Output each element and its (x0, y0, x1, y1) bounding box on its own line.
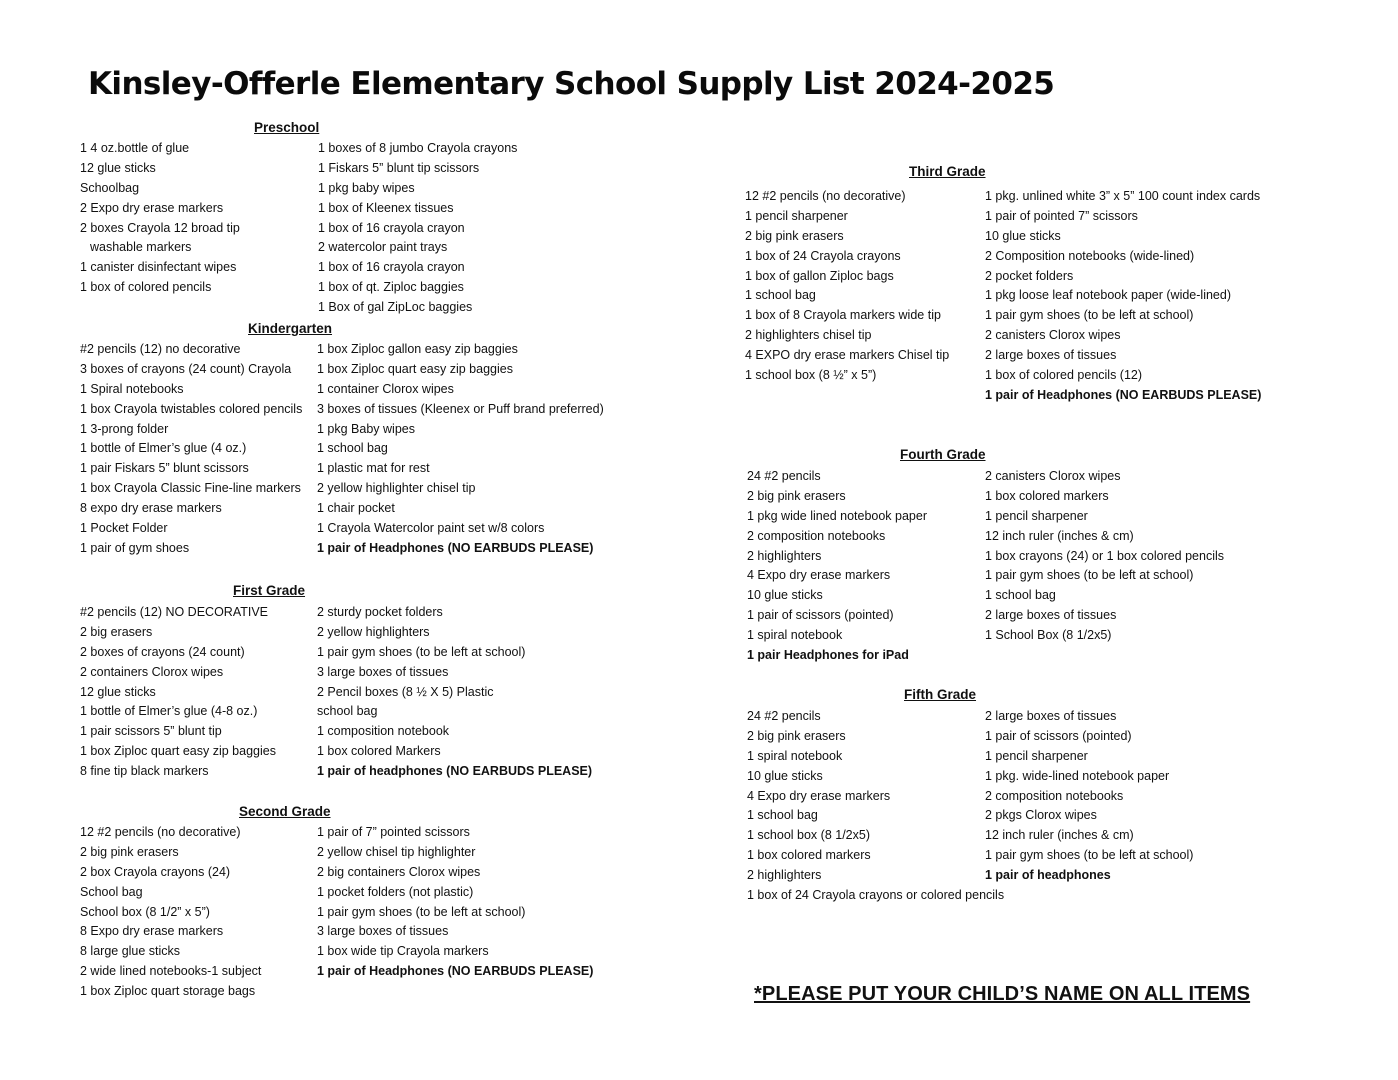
supply-item: Schoolbag (80, 180, 140, 195)
supply-item: 4 EXPO dry erase markers Chisel tip (745, 348, 950, 363)
supply-item: 1 bottle of Elmer’s glue (4-8 oz.) (80, 704, 258, 719)
supply-item: 3 boxes of crayons (24 count) Crayola (80, 361, 292, 376)
supply-item: 1 pkg baby wipes (318, 180, 415, 195)
supply-item: 1 plastic mat for rest (317, 461, 430, 476)
supply-item: 2 pkgs Clorox wipes (985, 808, 1097, 823)
supply-item: 1 pair gym shoes (to be left at school) (985, 308, 1194, 323)
supply-item: 1 pair scissors 5” blunt tip (80, 724, 222, 739)
supply-item: 1 box Ziploc quart storage bags (80, 984, 256, 999)
name-on-items-notice: *PLEASE PUT YOUR CHILD’S NAME ON ALL ITEMS (754, 983, 1251, 1005)
supply-item: 2 highlighters (747, 548, 822, 563)
supply-item: 1 spiral notebook (747, 748, 843, 763)
supply-item: 2 Expo dry erase markers (80, 200, 224, 215)
supply-item: 1 Fiskars 5” blunt tip scissors (318, 160, 480, 175)
fourth-grade-heading: Fourth Grade (900, 447, 986, 462)
supply-item: 10 glue sticks (747, 588, 823, 603)
supply-item: 1 box of 16 crayola crayon (318, 260, 465, 275)
supply-item: 2 yellow highlighters (317, 624, 430, 639)
supply-item: 1 pencil sharpener (985, 748, 1088, 763)
supply-item: 1 pencil sharpener (985, 508, 1088, 523)
supply-item: 1 pair of headphones (NO EARBUDS PLEASE) (317, 764, 593, 779)
supply-item: 1 canister disinfectant wipes (80, 260, 237, 275)
supply-item: 2 sturdy pocket folders (317, 605, 443, 619)
supply-item: 1 school bag (985, 588, 1056, 603)
supply-item: 1 Crayola Watercolor paint set w/8 colors (317, 521, 545, 536)
supply-item: 1 spiral notebook (747, 628, 843, 643)
supply-item: 1 pair of Headphones (NO EARBUDS PLEASE) (317, 964, 594, 979)
supply-item: 1 pair gym shoes (to be left at school) (317, 904, 526, 919)
supply-item: 8 fine tip black markers (80, 764, 209, 779)
supply-item: 1 pkg Baby wipes (317, 421, 415, 436)
supply-item: 1 pair of headphones (985, 868, 1111, 883)
supply-item: 24 #2 pencils (747, 469, 821, 483)
supply-item: 1 box of qt. Ziploc baggies (318, 280, 464, 295)
supply-item: 8 large glue sticks (80, 944, 181, 959)
supply-item: 1 pkg. unlined white 3” x 5” 100 count index cards (985, 189, 1261, 203)
supply-item: 2 large boxes of tissues (985, 348, 1117, 363)
supply-item: 1 pair gym shoes (to be left at school) (985, 848, 1194, 863)
supply-item: 1 box Ziploc quart easy zip baggies (317, 361, 513, 376)
supply-item: 4 Expo dry erase markers (747, 568, 891, 583)
supply-item: 1 school box (8 1/2x5) (747, 828, 870, 843)
supply-item: 1 box crayons (24) or 1 box colored pencils (985, 548, 1225, 563)
supply-item: 2 Pencil boxes (8 ½ X 5) Plastic (317, 684, 494, 699)
preschool-heading: Preschool (254, 120, 320, 135)
supply-item: 2 wide lined notebooks-1 subject (80, 964, 262, 979)
supply-item: 1 pair of gym shoes (80, 540, 190, 555)
supply-item: 1 box of Kleenex tissues (318, 200, 454, 215)
supply-item: 1 pair of Headphones (NO EARBUDS PLEASE) (317, 540, 594, 555)
supply-item: 1 box of gallon Ziploc bags (745, 268, 894, 283)
supply-item: 3 boxes of tissues (Kleenex or Puff brand preferred) (317, 401, 604, 416)
supply-item: 2 composition notebooks (985, 788, 1124, 803)
supply-item: 12 glue sticks (80, 160, 156, 175)
supply-item: 1 box colored markers (747, 848, 871, 863)
supply-item: 12 #2 pencils (no decorative) (745, 189, 906, 203)
supply-item: 1 4 oz.bottle of glue (80, 141, 190, 155)
supply-item: 3 large boxes of tissues (317, 664, 449, 679)
supply-item: 8 expo dry erase markers (80, 501, 222, 516)
supply-item: 1 Pocket Folder (80, 521, 168, 536)
supply-item: 1 pair Headphones for iPad (747, 648, 909, 663)
supply-item: 1 box Crayola Classic Fine-line markers (80, 481, 301, 496)
supply-item: 1 box Crayola twistables colored pencils (80, 401, 303, 416)
supply-item: 1 bottle of Elmer’s glue (4 oz.) (80, 441, 247, 456)
kindergarten-heading: Kindergarten (248, 321, 333, 336)
supply-item: 10 glue sticks (985, 228, 1061, 243)
supply-item: 2 canisters Clorox wipes (985, 469, 1121, 483)
supply-item: 1 pocket folders (not plastic) (317, 884, 474, 899)
second-grade-heading: Second Grade (239, 804, 331, 819)
supply-item: 2 boxes Crayola 12 broad tip (80, 220, 240, 235)
supply-item: 1 pair gym shoes (to be left at school) (985, 568, 1194, 583)
supply-item: 1 school bag (747, 808, 818, 823)
supply-item: 2 big pink erasers (80, 844, 179, 859)
page-title: Kinsley-Offerle Elementary School Supply List 2024-2025 (88, 66, 1055, 102)
supply-item: 8 Expo dry erase markers (80, 924, 224, 939)
supply-item: 1 Spiral notebooks (80, 381, 184, 396)
supply-item: 1 pair of pointed 7” scissors (985, 208, 1138, 223)
supply-item: 12 glue sticks (80, 684, 156, 699)
supply-item: 10 glue sticks (747, 768, 823, 783)
supply-item: School box (8 1/2” x 5”) (80, 904, 210, 919)
supply-item: 12 #2 pencils (no decorative) (80, 825, 241, 839)
supply-item: 2 highlighters chisel tip (745, 328, 872, 343)
supply-item: 2 canisters Clorox wipes (985, 328, 1121, 343)
supply-item: 1 container Clorox wipes (317, 381, 454, 396)
supply-item: 1 box of 24 Crayola crayons or colored pencils (747, 888, 1005, 903)
fifth-grade-heading: Fifth Grade (904, 687, 977, 702)
supply-item: 1 box of colored pencils (80, 280, 212, 295)
supply-item: 1 pencil sharpener (745, 208, 848, 223)
supply-item: 1 Box of gal ZipLoc baggies (318, 300, 473, 315)
supply-item: 1 box of 8 Crayola markers wide tip (745, 308, 941, 323)
supply-item: 1 3-prong folder (80, 421, 169, 436)
supply-item: 1 pair of 7” pointed scissors (317, 825, 470, 839)
supply-item: 1 composition notebook (317, 724, 450, 739)
supply-item: 1 box colored markers (985, 488, 1109, 503)
first-grade-heading: First Grade (233, 583, 306, 598)
supply-item: 2 highlighters (747, 868, 822, 883)
supply-item: 2 big erasers (80, 624, 153, 639)
supply-item: 1 box Ziploc quart easy zip baggies (80, 744, 276, 759)
supply-item: 1 pair gym shoes (to be left at school) (317, 644, 526, 659)
supply-item: school bag (317, 704, 378, 719)
supply-item: #2 pencils (12) NO DECORATIVE (80, 605, 269, 619)
supply-item: 2 big pink erasers (745, 228, 844, 243)
supply-item: 2 watercolor paint trays (318, 240, 448, 255)
supply-item: 2 box Crayola crayons (24) (80, 864, 231, 879)
supply-item: 1 box of 16 crayola crayon (318, 220, 465, 235)
supply-item: 1 pair of Headphones (NO EARBUDS PLEASE) (985, 387, 1262, 402)
supply-item: 24 #2 pencils (747, 709, 821, 723)
supply-item: 2 composition notebooks (747, 528, 886, 543)
supply-item: 1 pkg wide lined notebook paper (747, 508, 927, 523)
supply-item: 2 Composition notebooks (wide-lined) (985, 248, 1195, 263)
supply-item: 2 yellow chisel tip highlighter (317, 844, 476, 859)
supply-item: 2 pocket folders (985, 268, 1074, 283)
supply-item: 1 pair Fiskars 5” blunt scissors (80, 461, 249, 476)
supply-item: 1 pkg loose leaf notebook paper (wide-lined) (985, 288, 1231, 303)
supply-item: 2 large boxes of tissues (985, 608, 1117, 623)
supply-item: 12 inch ruler (inches & cm) (985, 828, 1134, 843)
supply-item: 1 chair pocket (317, 501, 395, 516)
supply-item: 1 boxes of 8 jumbo Crayola crayons (318, 141, 518, 155)
supply-item: 1 pair of scissors (pointed) (747, 608, 894, 623)
supply-item: 1 school box (8 ½” x 5”) (745, 368, 877, 383)
supply-item: 1 pair of scissors (pointed) (985, 728, 1132, 743)
supply-item: 1 box colored Markers (317, 744, 441, 759)
supply-item: 2 yellow highlighter chisel tip (317, 481, 476, 496)
supply-item: 12 inch ruler (inches & cm) (985, 528, 1134, 543)
supply-item: 2 big containers Clorox wipes (317, 864, 481, 879)
supply-item: 1 school bag (745, 288, 816, 303)
supply-item: #2 pencils (12) no decorative (80, 342, 241, 356)
supply-item: 2 boxes of crayons (24 count) (80, 644, 245, 659)
supply-item: 2 containers Clorox wipes (80, 664, 224, 679)
supply-item: 2 big pink erasers (747, 728, 846, 743)
supply-item: 1 school bag (317, 441, 388, 456)
supply-item: 1 box wide tip Crayola markers (317, 944, 489, 959)
supply-item: 1 pkg. wide-lined notebook paper (985, 768, 1170, 783)
supply-item: 3 large boxes of tissues (317, 924, 449, 939)
supply-item: 2 large boxes of tissues (985, 709, 1117, 723)
supply-item: 4 Expo dry erase markers (747, 788, 891, 803)
third-grade-heading: Third Grade (909, 164, 986, 179)
supply-item: School bag (80, 884, 143, 899)
supply-item: 1 School Box (8 1/2x5) (985, 628, 1112, 643)
supply-item: 1 box of 24 Crayola crayons (745, 248, 901, 263)
supply-item: 2 big pink erasers (747, 488, 846, 503)
supply-item: 1 box Ziploc gallon easy zip baggies (317, 342, 518, 356)
supply-item: washable markers (90, 240, 192, 255)
supply-item: 1 box of colored pencils (12) (985, 368, 1143, 383)
